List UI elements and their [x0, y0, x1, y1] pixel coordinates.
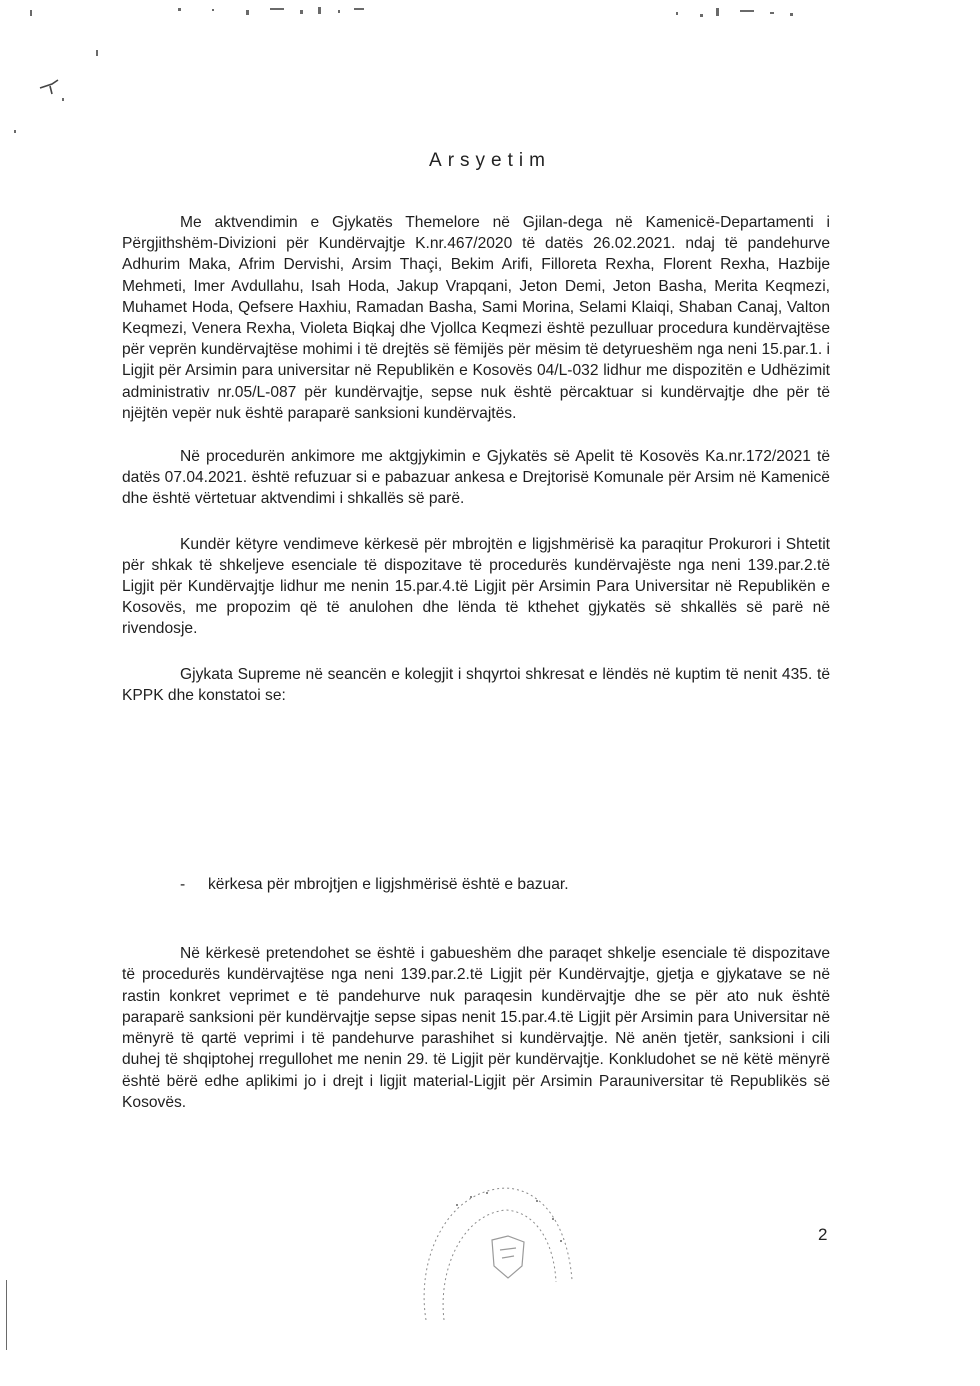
paragraph-3: Kundër këtyre vendimeve kërkesë për mbrojtën e ligjshmërisë ka paraqitur Prokurori i Shtetit për shkak të shkeljeve esenciale të dispozitave të procedurës kundërvajëste nga neni 139.par.2.të Ligjit për Kundërvajtje lidhur me nenin 15.par.4.të Ligjit për Arsimin Para Universitar në Republikën e Kosovës, me propozim që të anulohen dhe lënda të kthehet gjykatës së shkallës së parë në rivendosje.	[122, 535, 830, 638]
document-body-continued	[122, 943, 830, 1113]
bullet-text: kërkesa për mbrojtjen e ligjshmërisë është e bazuar.	[208, 876, 569, 893]
court-seal-stamp	[396, 1170, 576, 1320]
document-heading: Arsyetim	[429, 150, 551, 171]
paragraph-2: Në procedurën ankimore me aktgjykimin e Gjykatës së Apelit të Kosovës Ka.nr.172/2021 të datës 07.04.2021. është refuzuar si e pabazuar ankesa e Drejtorisë Komunale për Arsim në Kamenicë dhe është vërtetuar aktvendimi i shkallës së parë.	[122, 448, 830, 508]
page-number: 2	[818, 1225, 828, 1244]
document-body	[122, 212, 830, 706]
paragraph-1: Me aktvendimin e Gjykatës Themelore në Gjilan-dega në Kamenicë-Departamenti i Përgjithshëm-Divizioni për Kundërvajtje K.nr.467/2020 të datës 26.02.2021. ndaj të pandehurve Adhurim Maka, Afrim Dervishi, Arsim Thaçi, Bekim Arifi, Filloreta Rexha, Florent Rexha, Hazbije Mehmeti, Imer Avdullahu, Isah Hoda, Jakup Vrapqani, Jeton Demi, Jeton Basha, Merita Keqmezi, Muhamet Hoda, Qefsere Haxhiu, Ramadan Basha, Sami Morina, Selami Klaiqi, Shaban Canaj, Valton Keqmezi, Venera Rexha, Violeta Biqkaj dhe Vjollca Keqmezi është pezulluar procedura kundërvajtëse për veprën kundërvajtëse mohimi i të drejtës së fëmijës për mësim të detyrueshëm nga neni 15.par.1. i Ligjit për Arsimin para universitar në Republikën e Kosovës 04/L-032 lidhur me dispozitën e Udhëzimit administrativ nr.05/L-087 për kundërvajtje, sepse nuk është përcaktuar si kundërvajtje dhe për të njëjtën vepër nuk është paraparë sanksioni kundërvajtës.	[122, 214, 830, 422]
paragraph-4: Gjykata Supreme në seancën e kolegjit i shqyrtoi shkresat e lëndës në kuptim të nenit 435. të KPPK dhe konstatoi se:	[122, 665, 830, 704]
paragraph-5: Në kërkesë pretendohet se është i gabueshëm dhe paraqet shkelje esenciale të dispozitave të procedurës kundërvajtëse nga neni 139.par.2.të Ligjit për Kundërvajtje, gjetja e gjykatave se në rastin konkret veprimet e të pandehurve nuk paraqesin kundërvajtje dhe se për ato nuk është paraparë sanksioni për kundërvajtje sepse sipas nenit 15.par.4.të Ligjit për Arsimin para Universitar në mënyrë të qartë veprimi i të pandehurve parashihet si kundërvajtje. Në anën tjetër, sanksioni i cili duhej të shqiptohej rregullohet me nenin 29. të Ligjit për kundërvajtje. Konkludohet se në këtë mënyrë është bërë edhe aplikimi jo i drejt i ligjit material-Ligjit për Arsimin Parauniversitar të Republikës së Kosovës.	[122, 945, 830, 1112]
bullet-marker: -	[180, 876, 186, 893]
finding-bullet	[180, 876, 569, 894]
